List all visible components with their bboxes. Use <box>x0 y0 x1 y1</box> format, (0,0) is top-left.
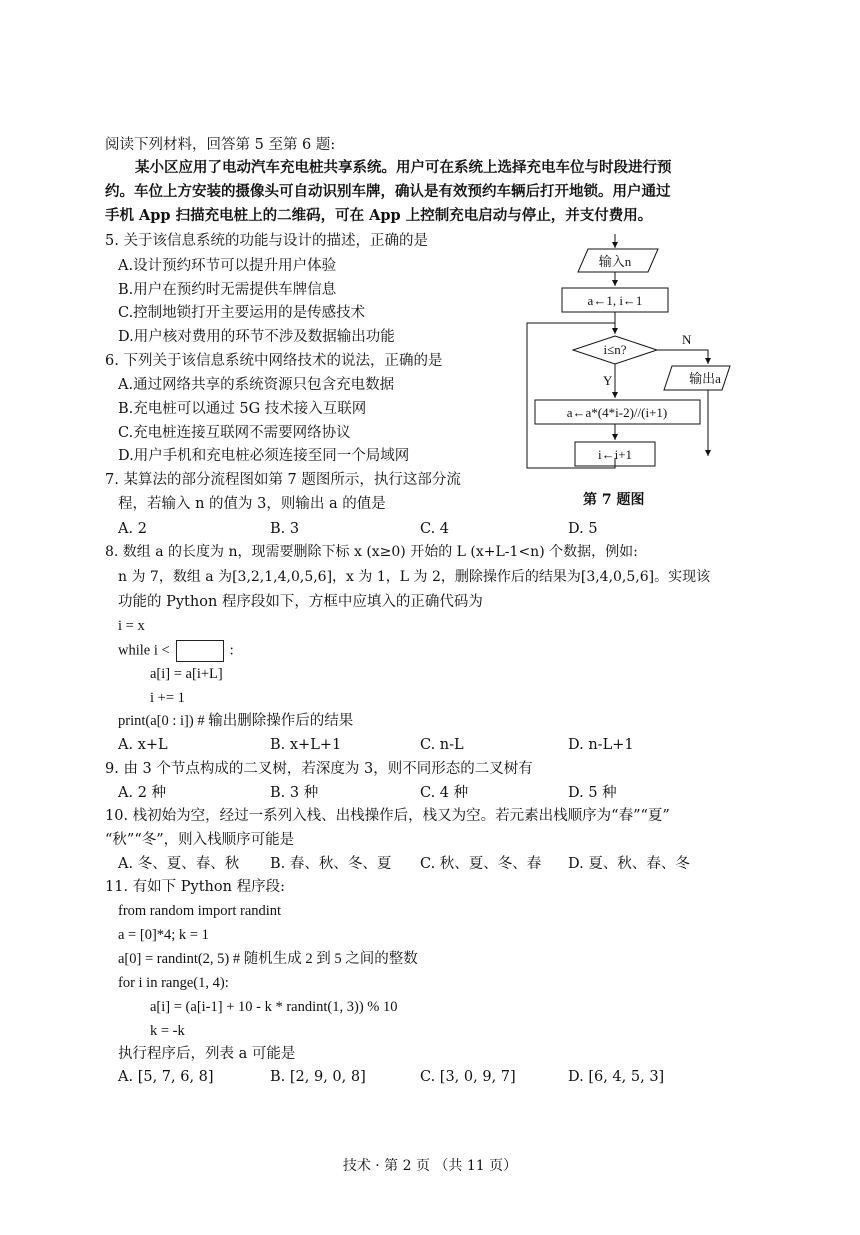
q5-stem: 5. 关于该信息系统的功能与设计的描述，正确的是 <box>105 233 428 249</box>
q10-stem-2: “秋”“冬”，则入栈顺序可能是 <box>105 832 295 848</box>
q11-stem: 11. 有如下 Python 程序段: <box>105 879 285 895</box>
q9-stem: 9. 由 3 个节点构成的二叉树，若深度为 3，则不同形态的二叉树有 <box>105 761 533 777</box>
flowchart-caption: 第 7 题图 <box>583 492 645 508</box>
q5-option-d: D.用户核对费用的环节不涉及数据输出功能 <box>118 329 395 345</box>
flow-no-label: N <box>682 332 692 347</box>
q7-option-d: D. 5 <box>568 521 598 537</box>
q8-option-d: D. n-L+1 <box>568 737 634 753</box>
q11-code-line-2: a = [0]*4; k = 1 <box>118 927 209 943</box>
material-line-3: 手机 App 扫描充电桩上的二维码，可在 App 上控制充电启动与停止，并支付费用。 <box>105 207 653 224</box>
q11-code-line-5: a[i] = (a[i-1] + 10 - k * randint(1, 3)) % 10 <box>150 999 398 1015</box>
q11-code-line-3: a[0] = randint(2, 5) # 随机生成 2 到 5 之间的整数 <box>118 951 418 967</box>
q8-code-line-4: i += 1 <box>150 690 185 706</box>
q7-stem-1: 7. 某算法的部分流程图如第 7 题图所示，执行这部分流 <box>105 472 461 488</box>
q7-option-a: A. 2 <box>118 521 147 537</box>
q6-option-d: D.用户手机和充电桩必须连接至同一个局域网 <box>118 448 410 464</box>
q9-option-a: A. 2 种 <box>118 785 167 801</box>
q6-option-a: A.通过网络共享的系统资源只包含充电数据 <box>118 377 395 393</box>
flow-update-label: a←a*(4*i-2)//(i+1) <box>566 405 668 420</box>
q7-flowchart <box>520 230 735 485</box>
reading-intro: 阅读下列材料，回答第 5 至第 6 题: <box>105 137 336 153</box>
q8-stem-2: n 为 7，数组 a 为[3,2,1,4,0,5,6]，x 为 1，L 为 2，删除操作后的结果为[3,4,0,5,6]。实现该 <box>118 569 711 585</box>
q11-option-a: A. [5, 7, 6, 8] <box>118 1069 214 1085</box>
q8-code-line-1: i = x <box>118 618 145 634</box>
q8-code-while: while i < <box>118 642 170 659</box>
flow-condition-label: i≤n? <box>603 342 627 357</box>
q9-option-d: D. 5 种 <box>568 785 617 801</box>
q9-option-b: B. 3 种 <box>270 785 319 801</box>
q11-code-line-4: for i in range(1, 4): <box>118 975 229 991</box>
flow-output-label: 输出a <box>689 371 721 386</box>
q8-answer-blank-box <box>176 640 224 662</box>
q8-code-line-5: print(a[0 : i]) # 输出删除操作后的结果 <box>118 713 354 729</box>
q5-option-b: B.用户在预约时无需提供车牌信息 <box>118 282 337 298</box>
q7-option-b: B. 3 <box>270 521 300 537</box>
q8-stem-3: 功能的 Python 程序段如下，方框中应填入的正确代码为 <box>118 594 483 610</box>
q8-option-c: C. n-L <box>420 737 464 753</box>
q10-option-b: B. 春、秋、冬、夏 <box>270 856 392 872</box>
material-line-1: 某小区应用了电动汽车充电桩共享系统。用户可在系统上选择充电车位与时段进行预 <box>135 159 672 176</box>
q8-code-line-3: a[i] = a[i+L] <box>150 666 223 682</box>
q8-option-b: B. x+L+1 <box>270 737 342 753</box>
q11-option-c: C. [3, 0, 9, 7] <box>420 1069 516 1085</box>
flow-input-label: 输入n <box>598 254 632 269</box>
q11-option-d: D. [6, 4, 5, 3] <box>568 1069 665 1085</box>
q6-stem: 6. 下列关于该信息系统中网络技术的说法，正确的是 <box>105 353 443 369</box>
flow-init-label: a←1, i←1 <box>587 293 643 308</box>
q5-option-a: A.设计预约环节可以提升用户体验 <box>118 258 337 274</box>
q9-option-c: C. 4 种 <box>420 785 469 801</box>
q8-option-a: A. x+L <box>118 737 168 753</box>
flow-yes-label: Y <box>603 373 613 388</box>
q11-code-line-6: k = -k <box>150 1023 185 1039</box>
q11-code-line-1: from random import randint <box>118 903 282 919</box>
q7-stem-2: 程，若输入 n 的值为 3，则输出 a 的值是 <box>118 496 386 512</box>
flow-incr-label: i←i+1 <box>597 447 633 462</box>
q6-option-c: C.充电桩连接互联网不需要网络协议 <box>118 425 351 441</box>
q10-option-c: C. 秋、夏、冬、春 <box>420 856 542 872</box>
page-footer: 技术 · 第 2 页 （共 11 页） <box>342 1158 518 1174</box>
q11-option-b: B. [2, 9, 0, 8] <box>270 1069 366 1085</box>
q5-option-c: C.控制地锁打开主要运用的是传感技术 <box>118 305 366 321</box>
q8-code-colon: : <box>229 642 234 659</box>
q8-stem-1: 8. 数组 a 的长度为 n，现需要删除下标 x (x≥0) 开始的 L (x+L-1<n) 个数据，例如: <box>105 544 638 560</box>
q6-option-b: B.充电桩可以通过 5G 技术接入互联网 <box>118 401 367 417</box>
q8-code-line-2 <box>118 640 234 662</box>
q10-option-a: A. 冬、夏、春、秋 <box>118 856 240 872</box>
q10-stem-1: 10. 栈初始为空，经过一系列入栈、出栈操作后，栈又为空。若元素出栈顺序为“春”“夏” <box>105 808 670 824</box>
q7-option-c: C. 4 <box>420 521 450 537</box>
material-line-2: 约。车位上方安装的摄像头可自动识别车牌，确认是有效预约车辆后打开地锁。用户通过 <box>105 183 671 200</box>
q10-option-d: D. 夏、秋、春、冬 <box>568 856 690 872</box>
q11-ask: 执行程序后，列表 a 可能是 <box>118 1046 296 1062</box>
